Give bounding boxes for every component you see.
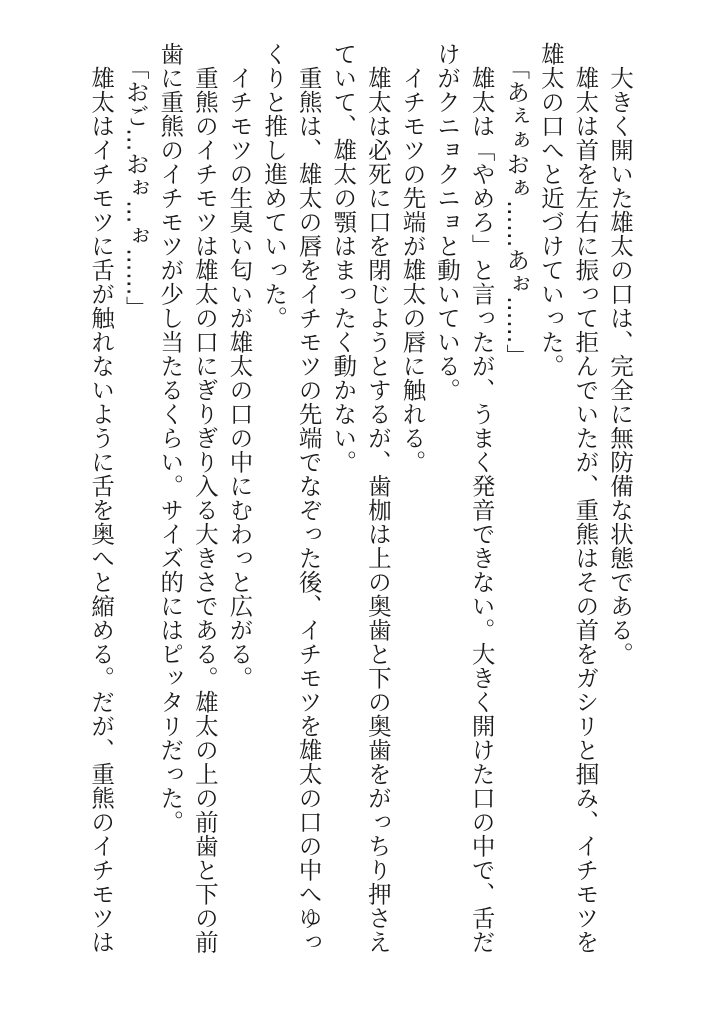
paragraph-9: 雄太はイチモツに舌が触れないように舌を奥へと縮める。だが、重熊のイチモツは <box>87 65 116 954</box>
paragraph-5: 雄太は必死に口を閉じようとするが、歯枷は上の奥歯と下の奥歯をがっちり押さえていて、雄太の顎はまったく動かない。 <box>329 42 392 954</box>
vertical-text-body <box>84 42 638 962</box>
dialogue-1: 「あぇぁおぁ……あぉ……」 <box>502 56 531 369</box>
dialogue-2: 「おご…おぉ…ぉ……」 <box>121 56 150 321</box>
paragraph-4: イチモツの先端が雄太の唇に触れる。 <box>398 65 427 474</box>
paragraph-3: 雄太は「やめろ」と言ったが、うまく発音できない。大きく開けた口の中で、舌だけがクニョクニョと動いている。 <box>433 42 496 954</box>
paragraph-7: イチモツの生臭い匂いが雄太の口の中にむわっと広がる。 <box>225 65 254 690</box>
paragraph-6: 重熊は、雄太の唇をイチモツの先端でなぞった後、イチモツを雄太の口の中へゆっくりと推し進めていった。 <box>260 42 323 954</box>
paragraph-8: 重熊のイチモツは雄太の口にぎりぎり入る大きさである。雄太の上の前歯と下の前歯に重熊のイチモツが少し当たるくらい。サイズ的にはピッタリだった。 <box>156 42 219 954</box>
paragraph-1: 大きく開いた雄太の口は、完全に無防備な状態である。 <box>606 65 634 666</box>
paragraph-2: 雄太は首を左右に振って拒んでいたが、重熊はその首をガシリと掴み、イチモツを雄太の口へと近づけていった。 <box>536 42 600 954</box>
